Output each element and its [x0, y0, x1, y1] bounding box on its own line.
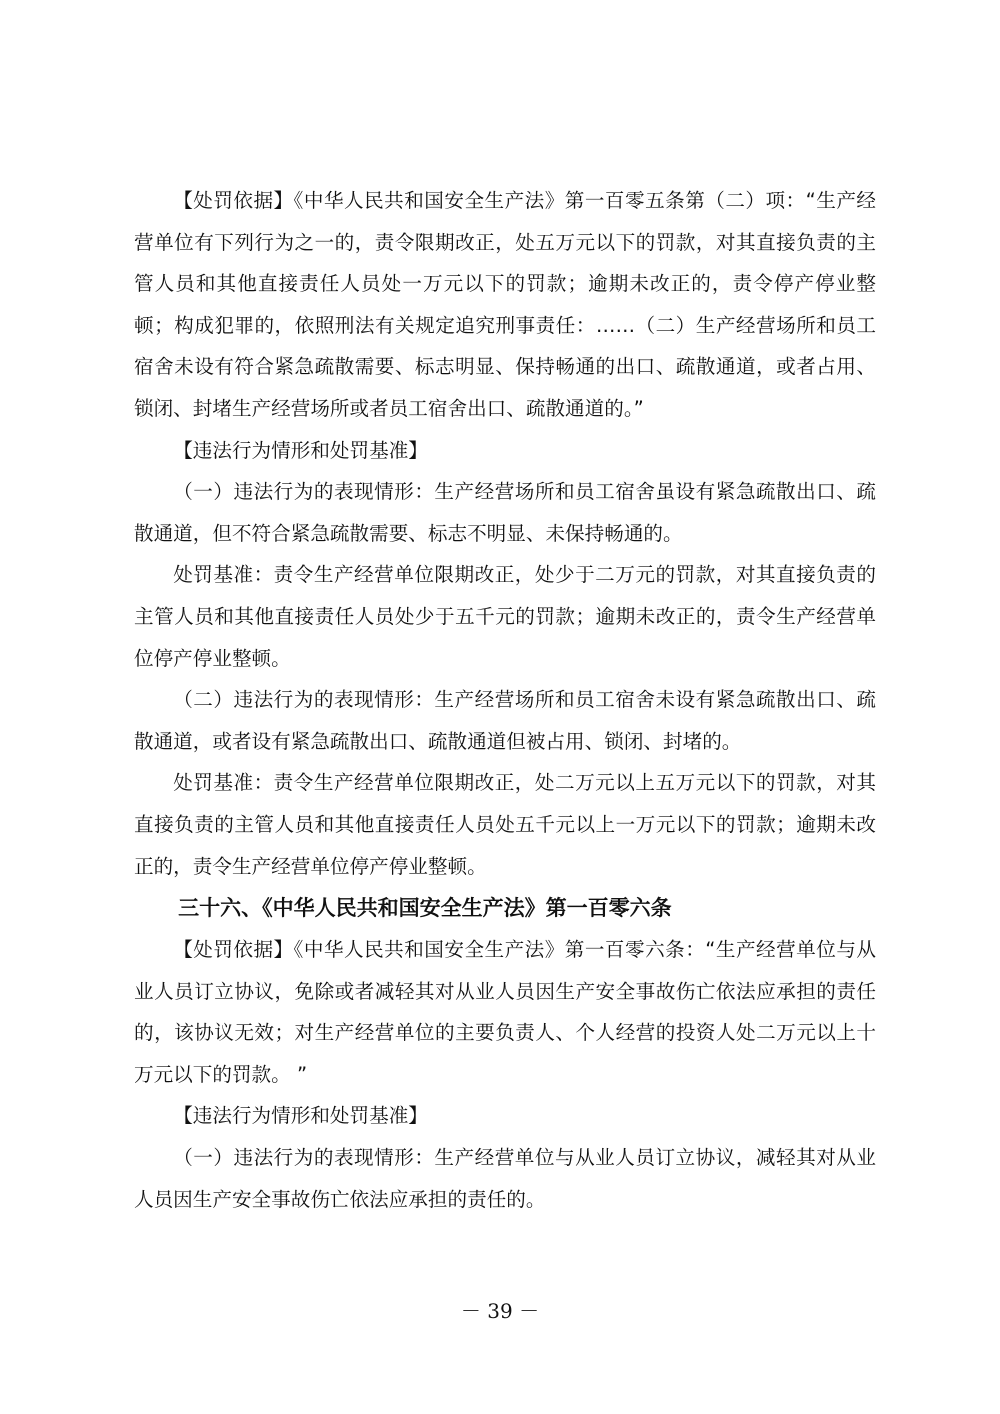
violation-standard-heading: 【违法行为情形和处罚基准】: [173, 438, 428, 462]
violation-standard-heading-106: 【违法行为情形和处罚基准】: [173, 1104, 428, 1128]
penalty-basis-paragraph: 【处罚依据】《中华人民共和国安全生产法》第一百零五条第（二）项：“生产经营单位有下列行为之一的，责令限期改正，处五万元以下的罚款，对其直接负责的主管人员和其他直接责任人员处一万元以下的罚款；逾期未改正的，责令停产停业整顿；构成犯罪的，依照刑法有关规定追究刑事责任：……（二）生产经营场所和员工宿舍未设有符合紧急疏散需要、标志明显、保持畅通的出口、疏散通道，或者占用、锁闭、封堵生产经营场所或者员工宿舍出口、疏散通道的。”: [134, 189, 876, 420]
page-number: － 39 －: [460, 1299, 540, 1323]
penalty-standard-2: 处罚基准：责令生产经营单位限期改正，处二万元以上五万元以下的罚款，对其直接负责的主管人员和其他直接责任人员处五千元以上一万元以下的罚款；逾期未改正的，责令生产经营单位停产停业整顿。: [134, 771, 876, 878]
document-body: [134, 180, 876, 1220]
section-heading: 三十六、《中华人民共和国安全生产法》第一百零六条: [178, 895, 672, 921]
penalty-basis-paragraph-106: 【处罚依据】《中华人民共和国安全生产法》第一百零六条：“生产经营单位与从业人员订立协议，免除或者减轻其对从业人员因生产安全事故伤亡依法应承担的责任的，该协议无效；对生产经营单位的主要负责人、个人经营的投资人处二万元以上十万元以下的罚款。 ”: [134, 938, 876, 1086]
violation-case-2: （二）违法行为的表现情形：生产经营场所和员工宿舍未设有紧急疏散出口、疏散通道，或者设有紧急疏散出口、疏散通道但被占用、锁闭、封堵的。: [134, 688, 876, 753]
violation-case-106-1: （一）违法行为的表现情形：生产经营单位与从业人员订立协议，减轻其对从业人员因生产安全事故伤亡依法应承担的责任的。: [134, 1146, 876, 1211]
violation-case-1: （一）违法行为的表现情形：生产经营场所和员工宿舍虽设有紧急疏散出口、疏散通道，但不符合紧急疏散需要、标志不明显、未保持畅通的。: [134, 480, 876, 545]
penalty-standard-1: 处罚基准：责令生产经营单位限期改正，处少于二万元的罚款，对其直接负责的主管人员和其他直接责任人员处少于五千元的罚款；逾期未改正的，责令生产经营单位停产停业整顿。: [134, 563, 876, 670]
